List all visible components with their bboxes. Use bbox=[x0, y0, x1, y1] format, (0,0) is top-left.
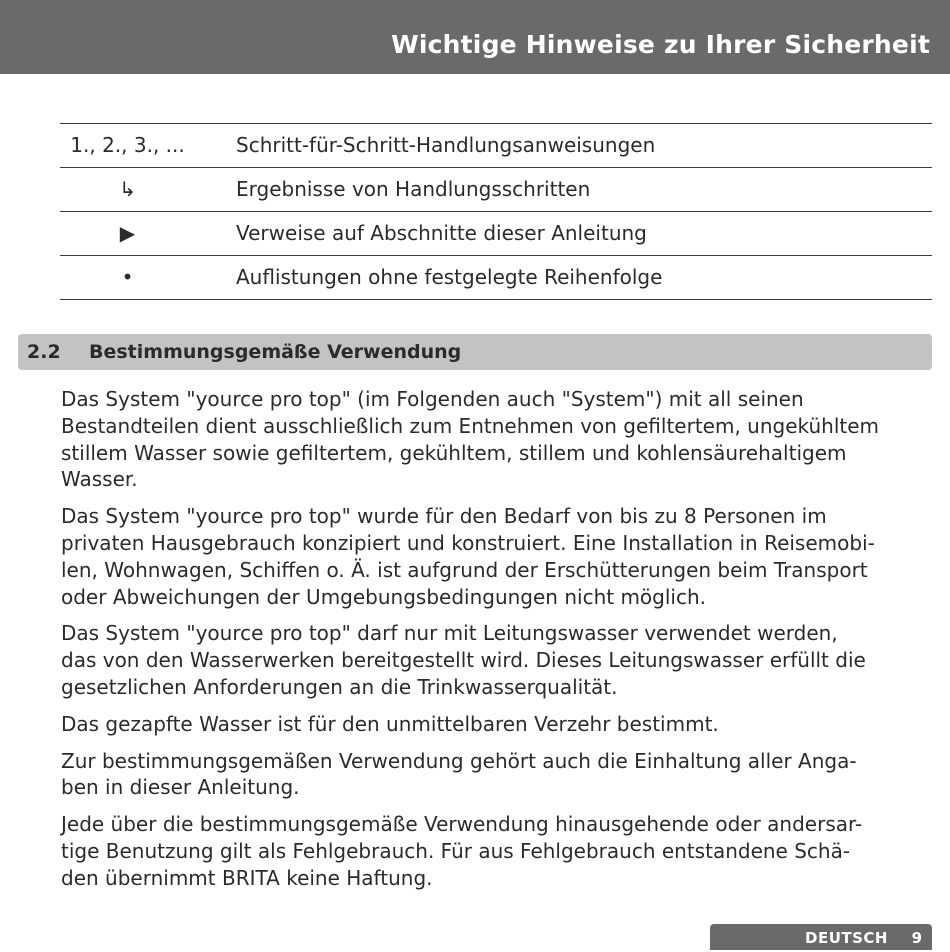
language-label: DEUTSCH bbox=[805, 929, 888, 947]
text-line: stillem Wasser sowie gefiltertem, gekühltem, stillem und kohlensäurehaltigem bbox=[61, 440, 847, 465]
text-line: ben in dieser Anleitung. bbox=[61, 775, 300, 800]
text-line: Zur bestimmungsgemäßen Verwendung gehört auch die Einhaltung aller Anga- bbox=[61, 748, 857, 773]
play-triangle-icon: ▶ bbox=[119, 221, 136, 245]
text-line: gesetzlichen Anforderungen an die Trinkwasserqualität. bbox=[61, 674, 618, 699]
page-title: Wichtige Hinweise zu Ihrer Sicherheit bbox=[391, 30, 930, 59]
legend-description: Verweise auf Abschnitte dieser Anleitung bbox=[236, 221, 647, 245]
text-line: Bestandteilen dient ausschließlich zum Entnehmen von gefiltertem, ungekühltem bbox=[61, 413, 880, 438]
paragraph bbox=[61, 811, 929, 891]
page-number: 9 bbox=[911, 929, 922, 947]
text-line: das von den Wasserwerken bereitgestellt wird. Dieses Leitungswasser erfüllt die bbox=[61, 648, 866, 673]
bullet-icon: • bbox=[121, 265, 134, 289]
step-numbering-symbol: 1., 2., 3., ... bbox=[70, 133, 185, 157]
legend-row-steps bbox=[60, 124, 932, 168]
text-line: Das System "yource pro top" (im Folgenden auch "System") mit all seinen bbox=[61, 387, 804, 411]
page-footer-tab bbox=[710, 924, 932, 950]
legend-row-references bbox=[60, 212, 932, 256]
paragraph bbox=[61, 503, 929, 610]
legend-description: Auflistungen ohne festgelegte Reihenfolge bbox=[236, 265, 663, 289]
text-line: Jede über die bestimmungsgemäße Verwendung hinausgehende oder andersar- bbox=[61, 812, 863, 837]
legend-row-results bbox=[60, 168, 932, 212]
legend-row-lists bbox=[60, 256, 932, 300]
text-line: den übernimmt BRITA keine Haftung. bbox=[61, 865, 433, 890]
legend-description: Ergebnisse von Handlungsschritten bbox=[236, 177, 591, 201]
section-heading bbox=[18, 334, 932, 370]
text-line: Das System "yource pro top" wurde für den Bedarf von bis zu 8 Personen im bbox=[61, 504, 827, 529]
paragraph bbox=[61, 386, 929, 493]
text-line: len, Wohnwagen, Schiffen o. Ä. ist aufgrund der Erschütterungen beim Transport bbox=[61, 557, 868, 582]
text-line: Wasser. bbox=[61, 467, 138, 492]
paragraph bbox=[61, 711, 929, 738]
paragraph bbox=[61, 748, 929, 802]
legend-description: Schritt-für-Schritt-Handlungsanweisungen bbox=[236, 133, 656, 157]
text-line: privaten Hausgebrauch konzipiert und konstruiert. Eine Installation in Reisemobi- bbox=[61, 530, 875, 555]
page-header bbox=[0, 0, 950, 74]
result-arrow-icon: ↳ bbox=[119, 177, 136, 201]
body-text bbox=[61, 386, 929, 902]
text-line: Das gezapfte Wasser ist für den unmittelbaren Verzehr bestimmt. bbox=[61, 711, 719, 736]
paragraph bbox=[61, 620, 929, 700]
symbol-legend-table bbox=[60, 123, 932, 300]
text-line: oder Abweichungen der Umgebungsbedingungen nicht möglich. bbox=[61, 584, 706, 609]
text-line: tige Benutzung gilt als Fehlgebrauch. Für aus Fehlgebrauch entstandene Schä- bbox=[61, 838, 851, 863]
section-number: 2.2 bbox=[27, 341, 61, 363]
section-title: Bestimmungsgemäße Verwendung bbox=[89, 341, 462, 363]
text-line: Das System "yource pro top" darf nur mit Leitungswasser verwendet werden, bbox=[61, 621, 838, 646]
